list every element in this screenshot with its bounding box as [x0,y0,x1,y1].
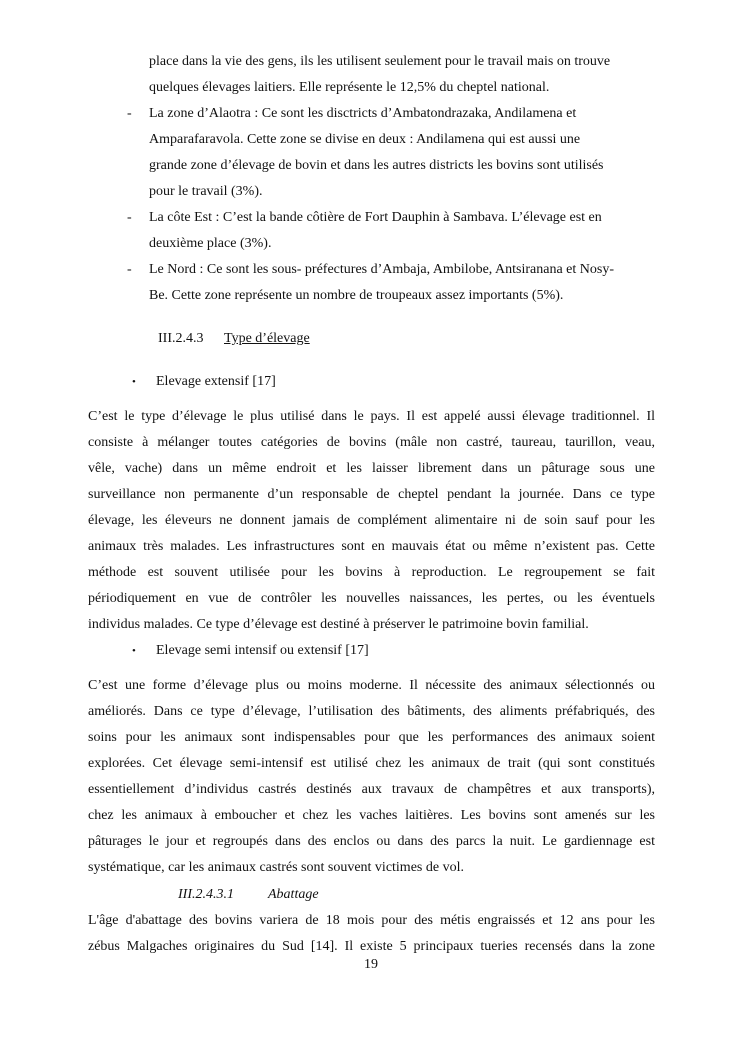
text-line: élevage, les éleveurs ne donnent jamais de complément alimentaire ni de soin sauf pour les [88,513,655,528]
text-line: C’est le type d’élevage le plus utilisé dans le pays. Il est appelé aussi élevage traditionnel. Il [88,409,655,424]
text-line: quelques élevages laitiers. Elle représente le 12,5% du cheptel national. [149,80,550,95]
text-line: La côte Est : C’est la bande côtière de Fort Dauphin à Sambava. L’élevage est en [149,210,602,225]
text-line: La zone d’Alaotra : Ce sont les disctricts d’Ambatondrazaka, Andilamena et [149,106,577,121]
text-line: consiste à mélanger toutes catégories de bovins (mâle non castré, taureau, taurillon, veau, [88,435,655,450]
text-line: deuxième place (3%). [149,236,272,251]
bullet-title: Elevage extensif [17] [156,374,276,389]
text-line: zébus Malgaches originaires du Sud [14]. Il existe 5 principaux tueries recensés dans la zone [88,939,655,954]
text-line: soins pour les animaux sont indispensables pour que les performances des animaux soient [88,730,655,745]
dash-marker: - [127,210,132,225]
text-line: surveillance non permanente d’un responsable de cheptel pendant la journée. Dans ce type [88,487,655,502]
text-line: périodiquement en vue de contrôler les nouvelles naissances, les pertes, ou les éventuels [88,591,655,606]
text-line: chez les animaux à emboucher et chez les vaches laitières. Les bovins sont amenés sur les [88,808,655,823]
text-line: méthode est souvent utilisée pour les bovins à reproduction. Le regroupement se fait [88,565,655,580]
text-line: C’est une forme d’élevage plus ou moins moderne. Il nécessite des animaux sélectionnés ou [88,678,655,693]
text-line: Amparafaravola. Cette zone se divise en deux : Andilamena qui est aussi une [149,132,581,147]
subsection-title: Abattage [268,887,319,902]
text-line: animaux très malades. Les infrastructures sont en mauvais état ou même n’existent pas. Cette [88,539,655,554]
dash-marker: - [127,106,132,121]
text-line: pour le travail (3%). [149,184,263,199]
text-line: explorées. Cet élevage semi-intensif est utilisé chez les animaux de trait (qui sont constitués [88,756,655,771]
text-line: améliorés. Dans ce type d’élevage, l’utilisation des bâtiments, des aliments préfabriqués, des [88,704,655,719]
text-line: Le Nord : Ce sont les sous- préfectures d’Ambaja, Ambilobe, Antsiranana et Nosy- [149,262,615,277]
text-line: pâturages le jour et regroupés dans des enclos ou dans des parcs la nuit. Le gardiennage est [88,834,655,849]
text-line: vêle, vache) dans un même endroit et les laisser librement dans un pâturage sous une [88,461,655,476]
text-line: systématique, car les animaux castrés sont souvent victimes de vol. [88,860,464,875]
text-line: place dans la vie des gens, ils les utilisent seulement pour le travail mais on trouve [149,54,611,69]
text-line: grande zone d’élevage de bovin et dans les autres districts les bovins sont utilisés [149,158,604,173]
bullet-title: Elevage semi intensif ou extensif [17] [156,643,369,658]
text-line: individus malades. Ce type d’élevage est destiné à préserver le patrimoine bovin familial. [88,617,589,632]
text-line: L'âge d'abattage des bovins variera de 18 mois pour des métis engraissés et 12 ans pour les [88,913,655,928]
bullet-marker: • [132,376,136,388]
section-title: Type d’élevage [224,331,310,346]
text-line: Be. Cette zone représente un nombre de troupeaux assez importants (5%). [149,288,564,303]
dash-marker: - [127,262,132,277]
page-number: 19 [364,957,378,972]
section-number: III.2.4.3 [158,331,204,346]
bullet-marker: • [132,645,136,657]
subsection-number: III.2.4.3.1 [178,887,234,902]
text-line: essentiellement d’individus castrés destinés aux travaux de champêtres et aux transports), [88,782,655,797]
